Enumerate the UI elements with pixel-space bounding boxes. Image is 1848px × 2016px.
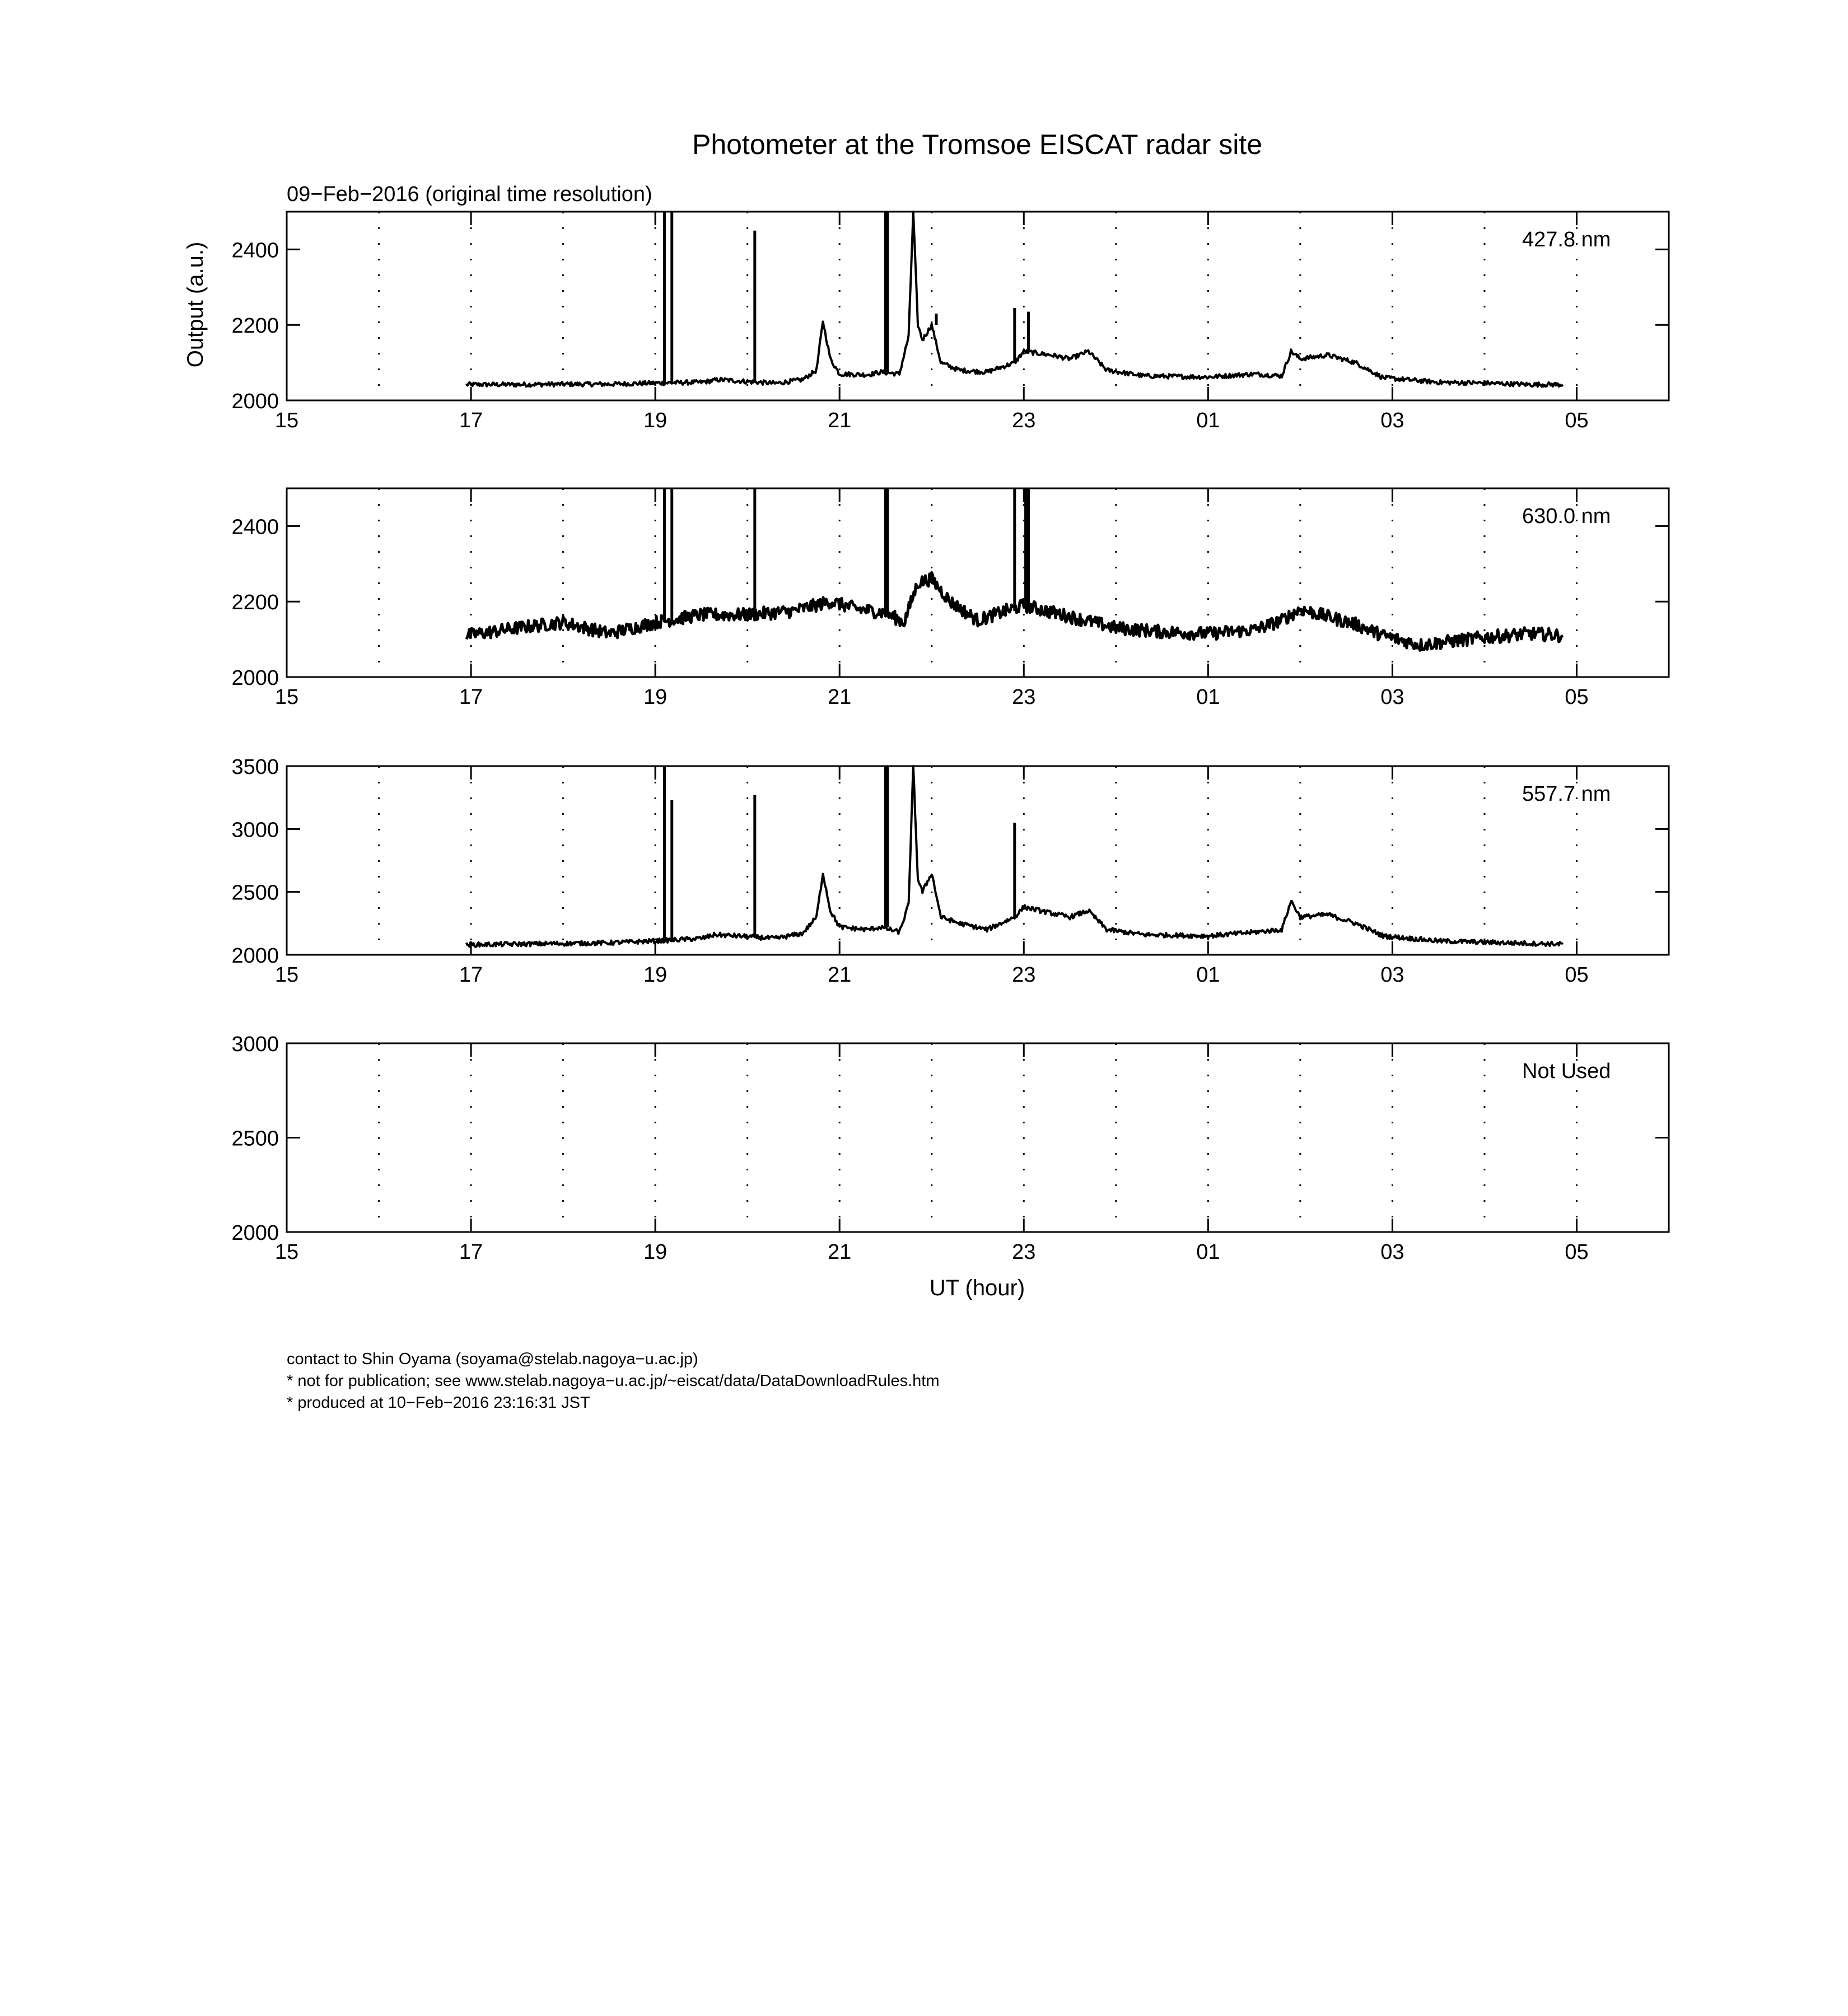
x-tick-label: 23 [1012, 963, 1036, 987]
y-tick-label: 2000 [231, 944, 279, 968]
y-tick-label: 2000 [231, 390, 279, 413]
y-tick-label: 3000 [231, 1033, 279, 1056]
y-tick-label: 2500 [231, 881, 279, 905]
footer-contact: contact to Shin Oyama (soyama@stelab.nagoya−u.ac.jp) [287, 1350, 698, 1368]
figure-subtitle: 09−Feb−2016 (original time resolution) [287, 183, 652, 206]
x-tick-label: 23 [1012, 685, 1036, 709]
panel-label: Not Used [1522, 1060, 1611, 1083]
x-tick-label: 21 [828, 963, 852, 987]
x-tick-label: 03 [1380, 1240, 1404, 1264]
y-tick-label: 2400 [231, 239, 279, 263]
x-tick-label: 19 [643, 963, 668, 987]
x-tick-label: 05 [1565, 1240, 1589, 1264]
y-tick-label: 3500 [231, 755, 279, 779]
footer-produced-at: * produced at 10−Feb−2016 23:16:31 JST [287, 1394, 590, 1412]
x-tick-label: 19 [643, 1240, 668, 1264]
x-tick-label: 23 [1012, 409, 1036, 432]
y-tick-label: 2000 [231, 1221, 279, 1245]
x-tick-label: 21 [828, 685, 852, 709]
x-tick-label: 05 [1565, 409, 1589, 432]
x-tick-label: 05 [1565, 963, 1589, 987]
y-tick-label: 2000 [231, 666, 279, 690]
x-axis-label: UT (hour) [929, 1276, 1025, 1300]
y-tick-label: 2200 [231, 591, 279, 615]
x-tick-label: 19 [643, 409, 668, 432]
x-tick-label: 19 [643, 685, 668, 709]
figure-title: Photometer at the Tromsoe EISCAT radar site [692, 129, 1263, 160]
x-tick-label: 15 [274, 1240, 299, 1264]
footer-publication-note: * not for publication; see www.stelab.nagoya−u.ac.jp/~eiscat/data/DataDownloadRules.htm [287, 1372, 940, 1390]
x-tick-label: 01 [1196, 409, 1220, 432]
y-tick-label: 2500 [231, 1127, 279, 1151]
x-tick-label: 15 [274, 963, 299, 987]
x-tick-label: 01 [1196, 685, 1220, 709]
x-tick-label: 03 [1380, 685, 1404, 709]
x-tick-label: 17 [459, 963, 483, 987]
x-tick-label: 17 [459, 685, 483, 709]
x-tick-label: 17 [459, 409, 483, 432]
x-tick-label: 23 [1012, 1240, 1036, 1264]
x-tick-label: 01 [1196, 1240, 1220, 1264]
panel-label: 427.8 nm [1522, 228, 1611, 251]
x-tick-label: 17 [459, 1240, 483, 1264]
x-tick-label: 01 [1196, 963, 1220, 987]
y-tick-label: 3000 [231, 818, 279, 842]
panel-label: 557.7 nm [1522, 782, 1611, 806]
x-tick-label: 03 [1380, 963, 1404, 987]
x-tick-label: 05 [1565, 685, 1589, 709]
x-tick-label: 15 [274, 409, 299, 432]
x-tick-label: 15 [274, 685, 299, 709]
y-axis-label: Output (a.u.) [183, 241, 208, 368]
x-tick-label: 03 [1380, 409, 1404, 432]
y-tick-label: 2200 [231, 314, 279, 338]
x-tick-label: 21 [828, 409, 852, 432]
x-tick-label: 21 [828, 1240, 852, 1264]
y-tick-label: 2400 [231, 515, 279, 539]
panel-label: 630.0 nm [1522, 505, 1611, 528]
